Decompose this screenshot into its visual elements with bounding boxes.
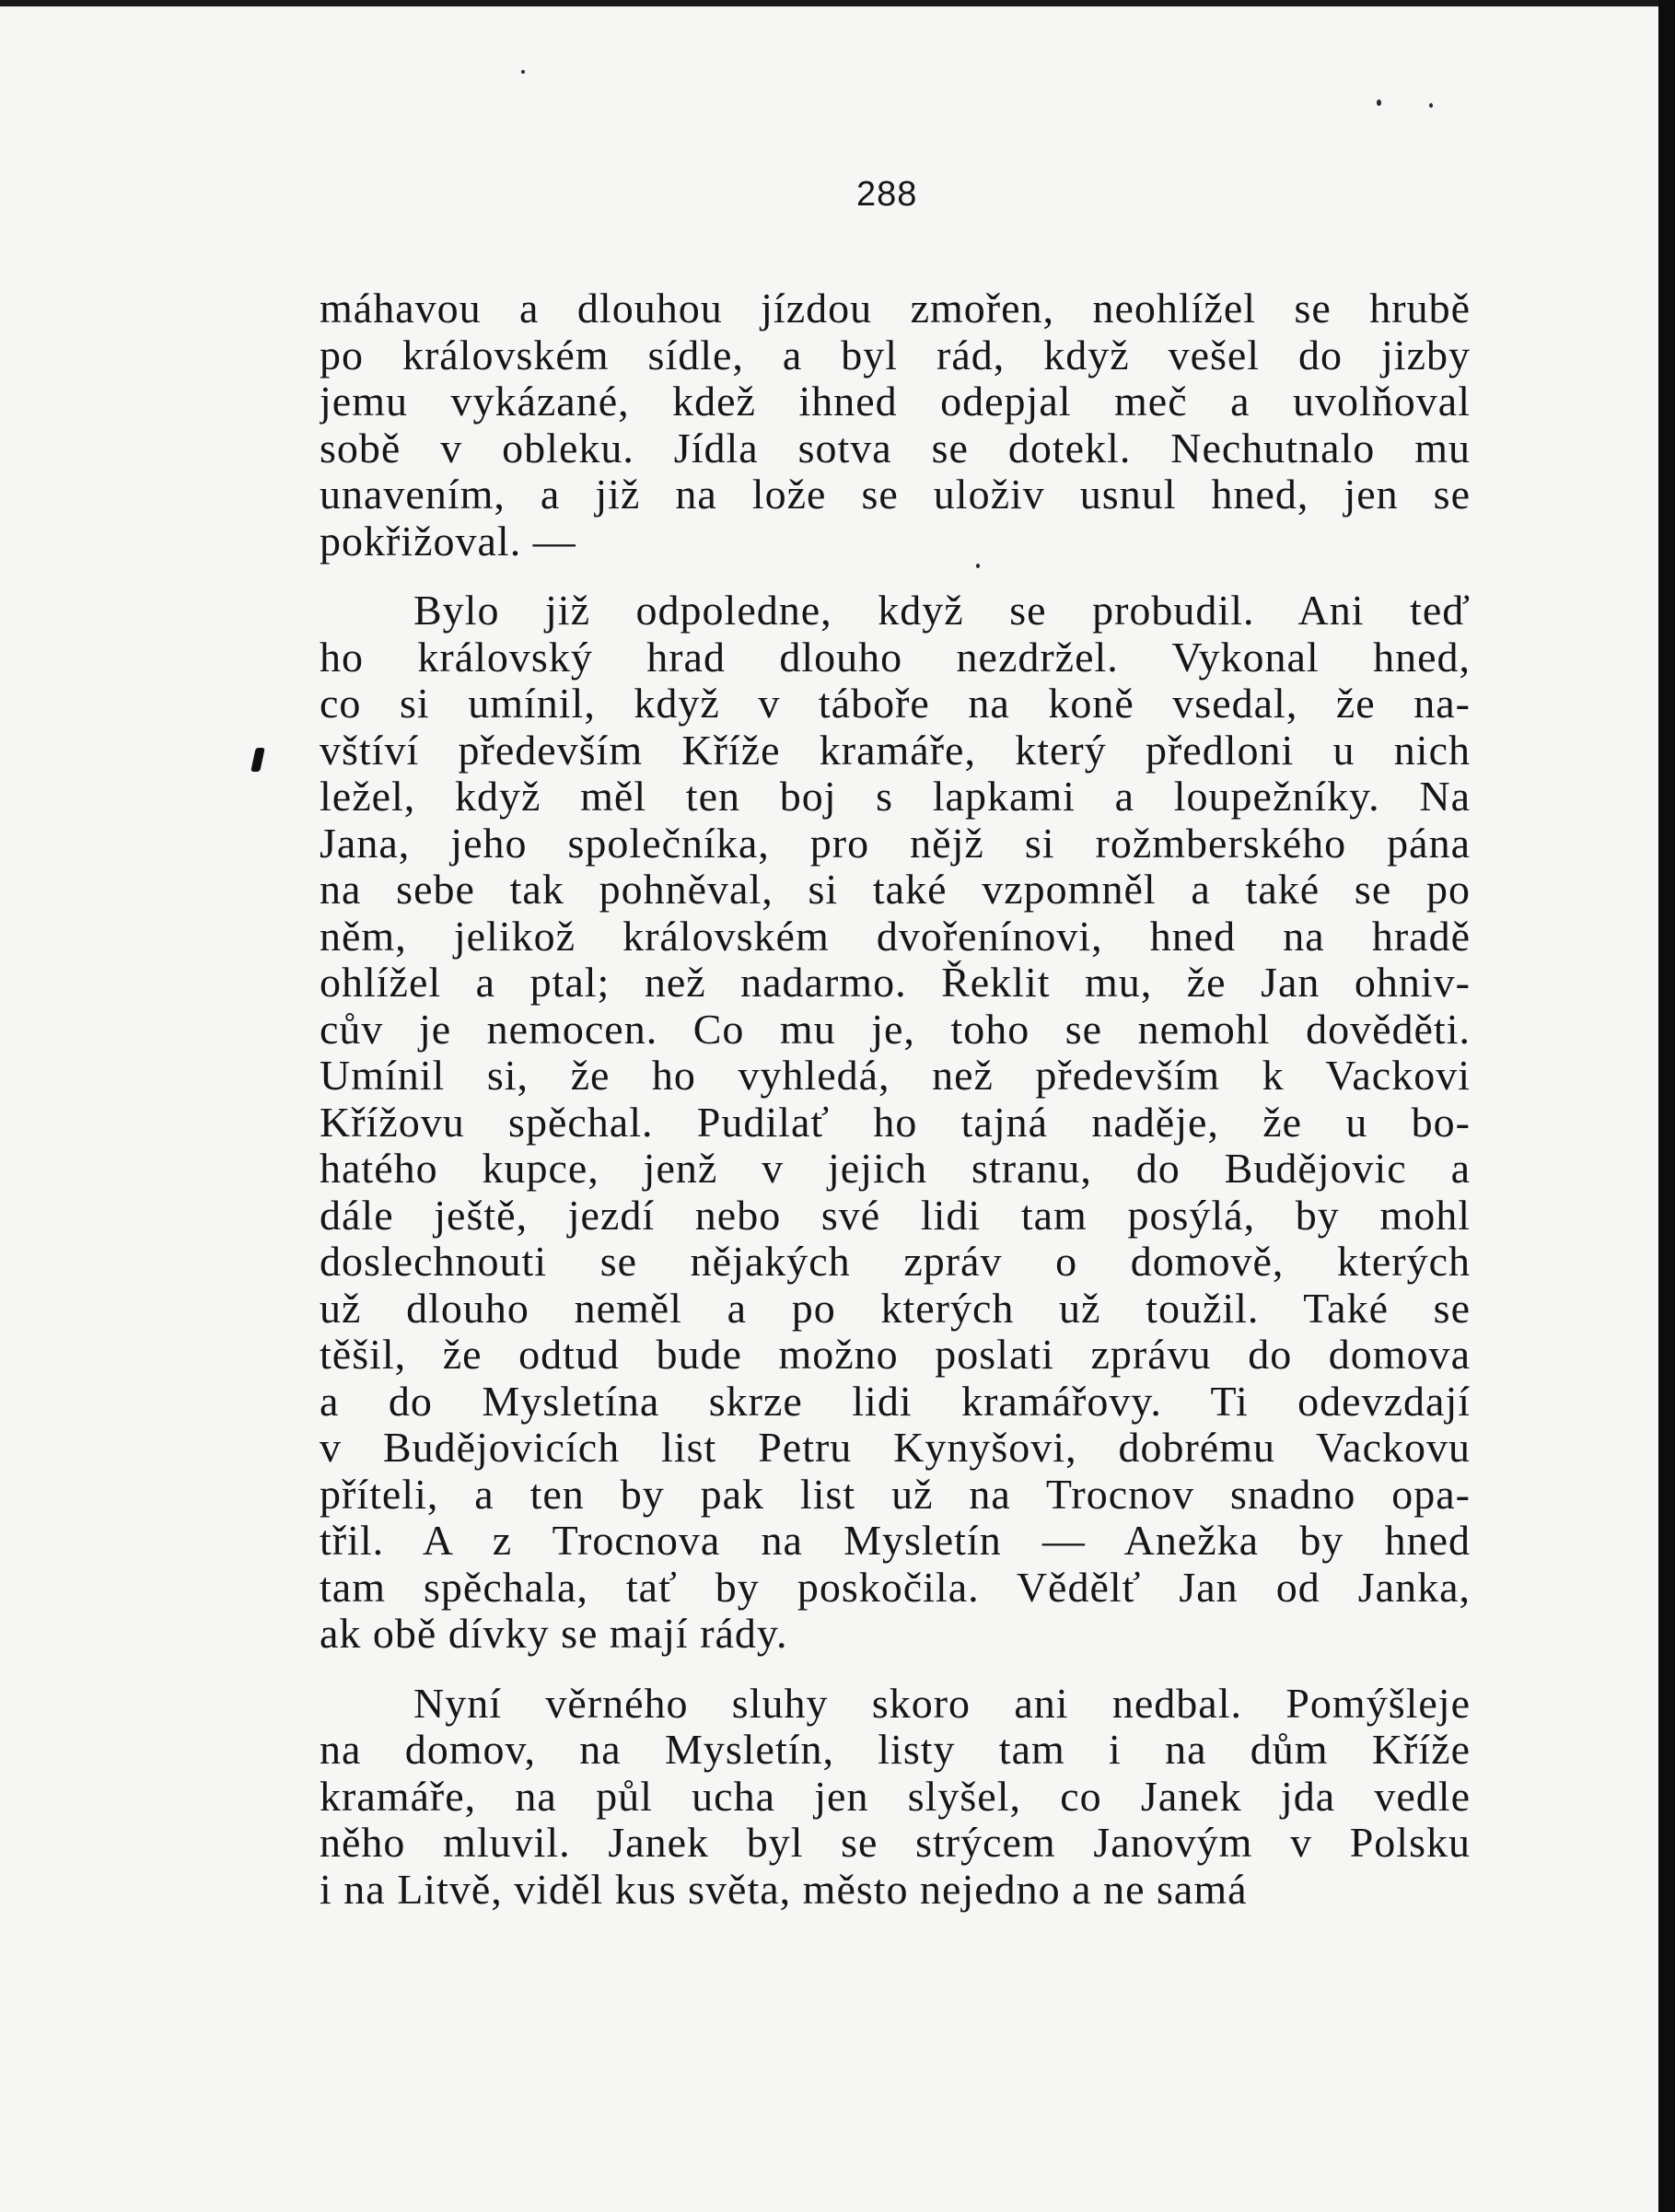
text-line: třil. A z Trocnova na Mysletín — Anežka by hned (320, 1518, 1471, 1564)
text-line: ho královský hrad dlouho nezdržel. Vykonal hned, (320, 634, 1471, 681)
text-line: po královském sídle, a byl rád, když vešel do jizby (320, 332, 1471, 378)
text-line: něm, jelikož královském dvořenínovi, hned na hradě (320, 913, 1471, 960)
text-line: něho mluvil. Janek byl se strýcem Janovým v Polsku (320, 1820, 1471, 1866)
text-line: ak obě dívky se mají rády. (320, 1610, 788, 1657)
text-line: a do Mysletína skrze lidi kramářovy. Ti odevzdají (320, 1378, 1471, 1425)
scan-speck (1377, 99, 1381, 106)
margin-mark (250, 748, 265, 772)
text-line: máhavou a dlouhou jízdou zmořen, neohlížel se hrubě (320, 285, 1471, 332)
text-line: i na Litvě, viděl kus světa, město nejedno a ne samá (320, 1865, 1248, 1913)
text-line: na sebe tak pohněval, si také vzpomněl a také se po (320, 867, 1471, 913)
paragraph-gap (320, 565, 1471, 588)
text-line: Bylo již odpoledne, když se probudil. Ani teď (413, 588, 1471, 634)
text-line: ležel, když měl ten boj s lapkami a loupežníky. Na (320, 774, 1471, 820)
scan-right-edge (1658, 0, 1675, 2212)
paragraph (320, 1681, 1471, 1914)
text-line: Nyní věrného sluhy skoro ani nedbal. Pomýšleje (413, 1680, 1471, 1727)
text-line: sobě v obleku. Jídla sotva se dotekl. Nechutnalo mu (320, 425, 1471, 472)
page-number: 288 (856, 175, 918, 214)
text-line: vštíví především Kříže kramáře, který předloni u nich (320, 727, 1471, 774)
text-line: kramáře, na půl ucha jen slyšel, co Janek jda vedle (320, 1773, 1471, 1820)
text-line: ohlížel a ptal; než nadarmo. Řeklit mu, že Jan ohniv- (320, 960, 1471, 1006)
text-line: Umínil si, že ho vyhledá, než především k Vackovi (320, 1053, 1471, 1099)
text-line: hatého kupce, jenž v jejich stranu, do Budějovic a (320, 1146, 1471, 1192)
body-text (320, 285, 1471, 1913)
text-line: doslechnouti se nějakých zpráv o domově, kterých (320, 1239, 1471, 1285)
paragraph (320, 588, 1471, 1658)
scan-top-edge (0, 0, 1675, 6)
text-line: unavením, a již na lože se uloživ usnul hned, jen se (320, 472, 1471, 518)
scan-speck (1429, 103, 1433, 108)
text-line: jemu vykázané, kdež ihned odepjal meč a uvolňoval (320, 378, 1471, 425)
paragraph-gap (320, 1658, 1471, 1681)
text-line: těšil, že odtud bude možno poslati zprávu do domova (320, 1332, 1471, 1378)
text-line: pokřižoval. — (320, 517, 576, 565)
text-line: na domov, na Mysletín, listy tam i na dům Kříže (320, 1727, 1471, 1773)
paragraph (320, 285, 1471, 565)
text-line: příteli, a ten by pak list už na Trocnov snadno opa- (320, 1471, 1471, 1518)
text-line: co si umínil, když v táboře na koně vsedal, že na- (320, 681, 1471, 727)
text-line: už dlouho neměl a po kterých už toužil. Také se (320, 1285, 1471, 1332)
text-line: tam spěchala, tať by poskočila. Vědělť Jan od Janka, (320, 1564, 1471, 1611)
text-line: cův je nemocen. Co mu je, toho se nemohl dověděti. (320, 1006, 1471, 1053)
text-line: v Budějovicích list Petru Kynyšovi, dobrému Vackovu (320, 1425, 1471, 1471)
text-line: Jana, jeho společníka, pro nějž si rožmberského pána (320, 820, 1471, 867)
text-line: Křížovu spěchal. Pudilať ho tajná naděje, že u bo- (320, 1099, 1471, 1146)
text-line: dále ještě, jezdí nebo své lidi tam posýlá, by mohl (320, 1192, 1471, 1239)
scan-speck (521, 70, 525, 74)
